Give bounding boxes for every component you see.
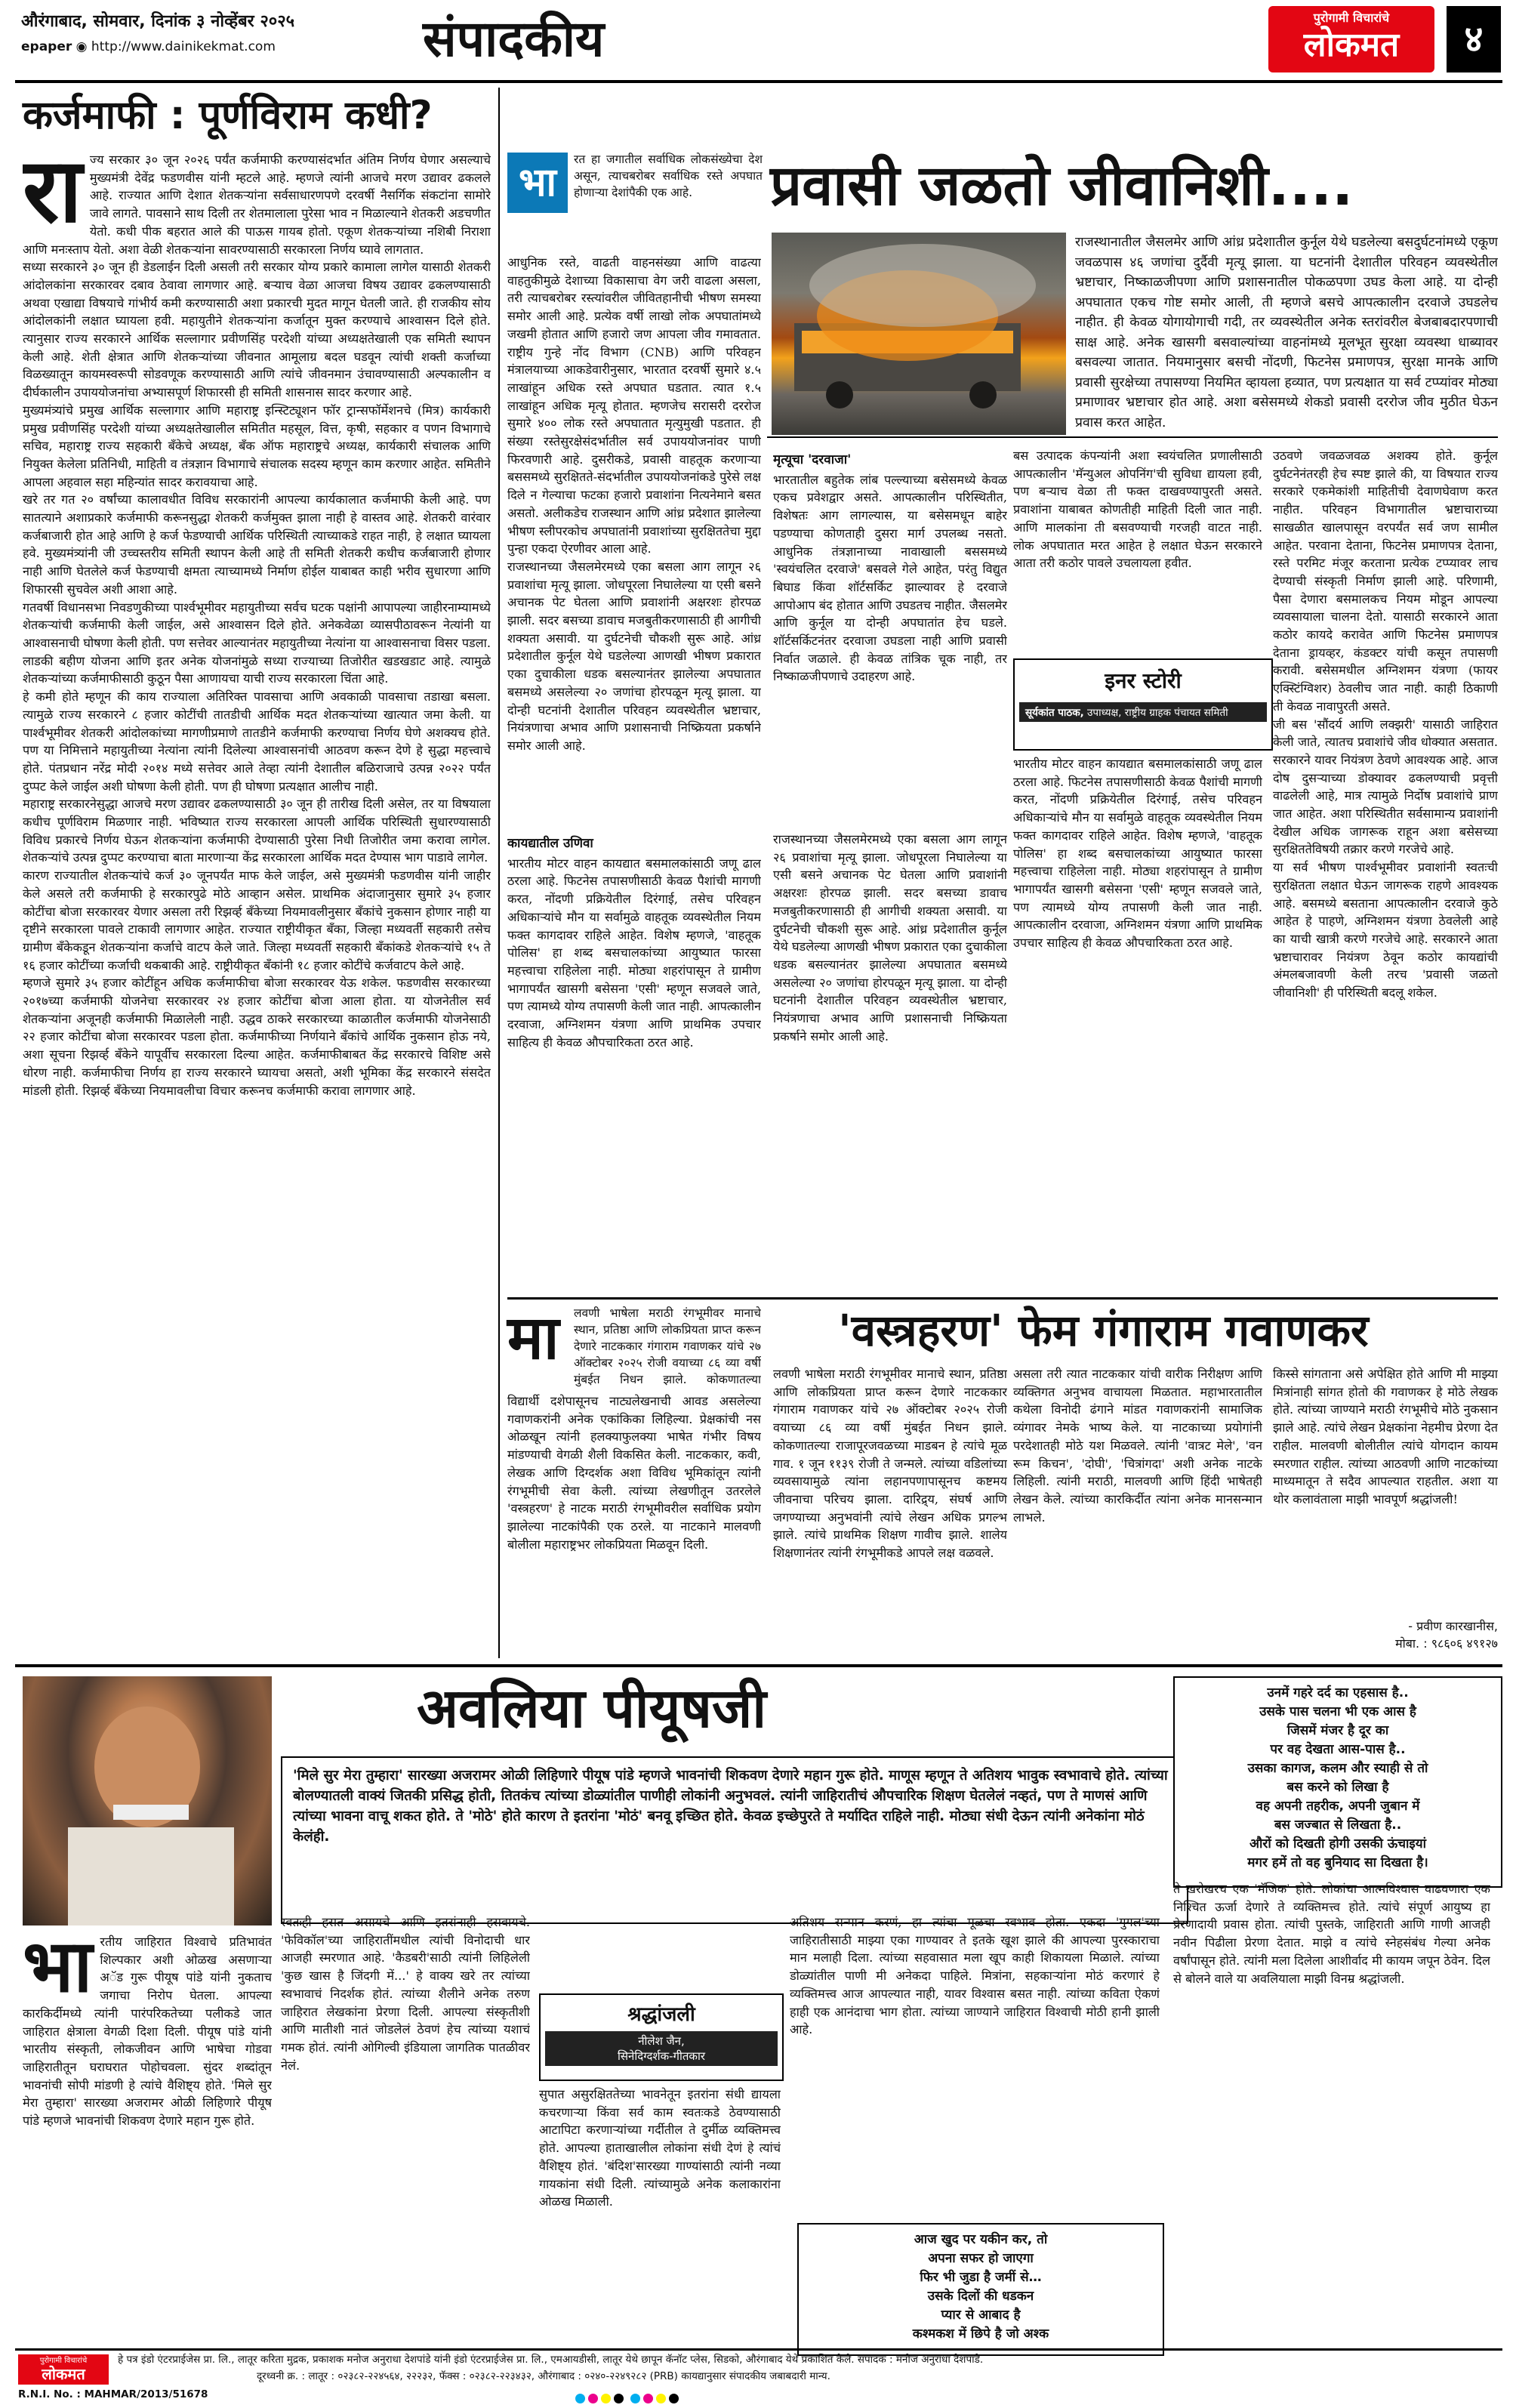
- editorial-lead: ज्य सरकार ३० जून २०२६ पर्यंत कर्जमाफी करण्यासंदर्भात अंतिम निर्णय घेणार असल्याचे मुख्यमंत्री देवेंद्र फडणवीस यांनी म्हटले आहे. म्हणजे त्यांनी आजचे मरण उद्यावर ढकलले आहे. राज्यात आणि देशात शेतकऱ्यांना सर्वसाधारणपणे दरवर्षी नैसर्गिक संकटांना सामोरे जावे लागते. पावसाने साथ दिली तर शेतमालाला पुरेसा भाव न मिळाल्याने शेतकरी अडचणीत येतो. कधी पीक बहरात आले की पाऊस गायब होतो. एकूण शेतकऱ्यांच्या नशिबी निराशा आणि मनःस्ताप येतो. अशा वेळी शेतकऱ्यांना सावरण्यासाठी सरकारला निर्णय घ्यावे लागतात.: [23, 153, 491, 257]
- tribute-col-3: [539, 2086, 781, 2341]
- bus-caption-text: राजस्थानातील जैसलमेर आणि आंध्र प्रदेशातील कुर्नूल येथे घडलेल्या बसदुर्घटनांमध्ये एकूण जवळपास ४६ जणांचा दुर्दैवी मृत्यू झाला. या घटनांनी देशातील परिवहन व्यवस्थेतील भ्रष्टाचार, निष्काळजीपणा आणि प्रशासनातील पोकळपणा उघड केला आहे. या दोन्ही अपघातात एकच गोष्ट समोर आली, ती म्हणजे बसचे आपत्कालीन दरवाजे उघडलेच नाहीत. ही केवळ योगायोगाची गदी, तर व्यवस्थेतील अनेक स्तरांवरील बेजबाबदारपणाची साक्ष आहे. अनेक खासगी बसवाल्यांच्या वाहनांमध्ये मूलभूत सुरक्षा व्यवस्था धाब्यावर बसवल्या जातात. नियमानुसार बसची नोंदणी, फिटनेस प्रमाणपत्र, सुरक्षा मानके आणि प्रवासी सुरक्षेच्या तपासण्या नियमित व्हायला हव्यात, पण प्रत्यक्षात या सर्व टप्प्यांवर मोठ्या प्रमाणावर भ्रष्टाचार होत आहे. अशा बसेसमध्ये शेकडो प्रवासी दररोज जीव मुठीत घेऊन प्रवास करत आहेत.: [1075, 235, 1498, 430]
- bus-col-1b: [507, 831, 761, 1291]
- theatre-col-4: [1273, 1365, 1498, 1614]
- bus-col-4: [1273, 447, 1498, 1278]
- bus-col-2b: [773, 831, 1007, 1291]
- lower-section-divider: [15, 1664, 1502, 1667]
- tribute-paragraph: स्वतःही हसत असायचे आणि इतरांनाही हसवायचे. 'फेविकॉल'च्या जाहिरातींमधील त्यांची विनोदाची धार आजही स्मरणात आहे. 'कैडबरी'साठी त्यांनी लिहिलेली 'कुछ खास है जिंदगी में...' हे वाक्य खरे तर त्यांच्या स्वभावाचं निदर्शक होतं. त्यांच्या शैलीने अनेक तरुण जाहिरात लेखकांना प्रेरणा दिली. आपल्या संस्कृतीशी आणि मातीशी नातं जोडलेलं ठेवणं हेच त्यांच्या यशाचं गमक होतं. त्यांनी ओगिल्वी इंडियाला जागतिक पातळीवर नेलं.: [281, 1915, 530, 2073]
- newspaper-logo: [1268, 6, 1434, 72]
- theatre-paragraph: असला तरी त्यात नाटककार यांची वारीक निरीक्षण आणि व्यक्तिगत अनुभव वाचायला मिळतात. महाभारतातील कथेला विनोदी ढंगाने मांडत गवाणकरांनी सामाजिक व्यंगावर नेमके भाष्य केले. या नाटकाच्या प्रयोगांनी परदेशातही मोठे यश मिळवले. त्यांनी 'वात्रट मेले', 'वन रूम किचन', 'दोघी', 'चित्रांगदा' अशी अनेक नाटके लिहिली. त्यांनी मराठी, मालवणी आणि हिंदी भाषेतही लेखन केले. त्यांच्या कारकिर्दीत त्यांना अनेक मानसन्मान लाभले.: [1013, 1367, 1262, 1525]
- section-title: संपादकीय: [423, 10, 605, 68]
- theatre-paragraph: लवणी भाषेला मराठी रंगभूमीवर मानाचे स्थान, प्रतिष्ठा आणि लोकप्रियता प्राप्त करून देणारे नाटककार गंगाराम गवाणकर यांचे २७ ऑक्टोबर २०२५ रोजी वयाच्या ८६ व्या वर्षी मुंबईत निधन झाले. कोकणातल्या राजापूरजवळच्या माडबन हे त्यांचे मूळ गाव. १ जून ११३९ रोजी ते जन्मले. त्यांच्या वडिलांच्या व्यवसायामुळे त्यांना लहानपणापासूनच कष्टमय जीवनाचा परिचय झाला. दारिद्र्य, संघर्ष आणि जगण्याच्या अनुभवांनी त्यांचे लेखन अधिक प्रगल्भ झाले. त्यांचे प्राथमिक शिक्षण गावीच झाले. शालेय शिक्षणानंतर त्यांनी रंगभूमीकडे आपले लक्ष वळवले.: [773, 1367, 1007, 1561]
- poem-box-1: [797, 2223, 1164, 2356]
- editorial-dropcap: रा: [23, 151, 82, 242]
- tribute-col-1: [23, 1933, 272, 2341]
- bus-caption-divider: [767, 436, 1498, 438]
- theatre-byline-block: [1273, 1617, 1498, 1652]
- shraddhanjali-box: [539, 1993, 784, 2081]
- theatre-phone: मोबा. : ९८६०६ ४९१२७: [1395, 1636, 1498, 1651]
- poem-line: जिसमें मंजर है दूर का: [1286, 1723, 1389, 1738]
- bus-col-1: [507, 254, 761, 828]
- bus-paragraph: उठवणे जवळजवळ अशक्य होते. कुर्नूल दुर्घटनेनंतरही हेच स्पष्ट झाले की, या विषयात राज्य सरकारे एकमेकांशी माहितीची देवाणघेवाण करत नाहीत. परिवहन विभागातील भ्रष्टाचाराच्या साखळीत खालपासून वरपर्यंत सर्व जण सामील आहेत. परवाना देताना, फिटनेस प्रमाणपत्र देताना, रस्ते परमिट मंजूर करताना प्रत्येक टप्प्यावर लाच देण्याची संस्कृती निर्माण झाली आहे. परिणामी, पैसा देणारा बसमालकच नियम मोडून आपल्या व्यवसायाला चालना देतो. यासाठी सरकारने आता कठोर कायदे करावेत आणि फिटनेस प्रमाणपत्र देताना ड्रायव्हर, कंडक्टर यांची कसून तपासणी करावी. बसेसमधील अग्निशमन यंत्रणा (फायर एक्स्टिंग्विशर) ठेवलीच जात नाही. काही ठिकाणी ती केवळ नावापुरती असते.: [1273, 449, 1498, 714]
- footer-logo: [18, 2354, 109, 2385]
- dateline: औरंगाबाद, सोमवार, दिनांक ३ नोव्हेंबर २०२५: [21, 12, 295, 31]
- registration-marks: [574, 2392, 680, 2406]
- bus-paragraph: भारतीय मोटर वाहन कायद्यात बसमालकांसाठी जणू ढाल ठरला आहे. फिटनेस तपासणीसाठी केवळ पैशांची मागणी करत, नोंदणी प्रक्रियेतील दिरंगाई, तसेच परिवहन अधिकाऱ्यांचे मौन या सर्वामुळे वाहतूक व्यवस्थेतील नियम फक्त कागदावर राहिले आहेत. विशेष म्हणजे, 'वाहतूक पोलिस' हा शब्द बसचालकांच्या आयुष्यात फारसा महत्त्वाचा राहिलेला नाही. मोठ्या शहरांपासून ते ग्रामीण भागापर्यंत खासगी बसेसना 'एसी' म्हणून सजवले जाते, पण त्यामध्ये योग्य तपासणी केली जात नाही. आपत्कालीन दरवाजा, अग्निशमन यंत्रणा आणि प्राथमिक उपचार साहित्य ही केवळ औपचारिकता ठरत आहे.: [507, 856, 761, 1050]
- bus-subhead-1: मृत्यूचा 'दरवाजा': [773, 452, 852, 467]
- bus-dropcap: भा: [507, 153, 568, 213]
- globe-icon: ◉: [75, 39, 88, 54]
- bus-paragraph: बस उत्पादक कंपन्यांनी अशा स्वयंचलित प्रणालीसाठी आपत्कालीन 'मॅन्युअल ओपनिंग'ची सुविधा द्यायला हवी, पण बऱ्याच वेळा ती फक्त दाखवण्यापुरती असते. प्रवाशांना याबाबत कोणतीही माहिती दिली जात नाही. आणि मालकांना ती बसवण्याची गरजही वाटत नाही. लोक अपघातात मरत आहेत हे लक्षात घेऊन सरकारने आता तरी कठोर पावले उचलायला हवीत.: [1013, 449, 1262, 571]
- footer-logo-name: लोकमत: [42, 2365, 85, 2383]
- poem-line: अपना सफर हो जाएगा: [928, 2251, 1034, 2266]
- footer-divider: [15, 2348, 1502, 2351]
- bus-col-3b: [1013, 755, 1262, 1178]
- bus-fire-photo: [772, 233, 1066, 435]
- logo-tagline: पुरोगामी विचारांचे: [1313, 11, 1390, 25]
- footer-imprint: हे पत्र इंडो एंटरप्राईजेस प्रा. लि., लातूर करिता मुद्रक, प्रकाशक मनोज अनुराधा देशपांडे यांनी इंडो एंटरप्राईजेस प्रा. लि., एमआयडीसी, लातूर येथे छापून कॅनॉट प्लेस, सिडको, औरंगाबाद येथे प्रकाशित केले. संपादक : मनोज अनुराधा देशपांडे.: [118, 2354, 984, 2366]
- footer-rni: R.N.I. No. : MAHMAR/2013/51678: [18, 2388, 208, 2400]
- tribute-paragraph: अतिशय सन्मान करणं, हा त्यांचा मूळचा स्वभाव होता. एकदा 'गुगल'च्या जाहिरातीसाठी माझ्या एका गाण्यावर ते इतके खूश झाले की आपल्या पुरस्काराचा मान मलाही दिला. त्यांच्या सहवासात मला खूप काही शिकायला मिळाले. त्यांच्या डोळ्यांतील पाणी मी अनेकदा पाहिले. मित्रांना, सहकाऱ्यांना मोठं करणारं हे व्यक्तिमत्त्व आज आपल्यात नाही, यावर विश्वास बसत नाही. त्यांच्या कविता ऐकणं हाही एक आनंदाचा भाग होता. त्यांच्या जाण्याने जाहिरात विश्वाची मोठी हानी झाली आहे.: [790, 1915, 1160, 2037]
- theatre-intro-text: लवणी भाषेला मराठी रंगभूमीवर मानाचे स्थान, प्रतिष्ठा आणि लोकप्रियता प्राप्त करून देणारे नाटककार गंगाराम गवाणकर यांचे २७ ऑक्टोबर २०२५ रोजी वयाच्या ८६ व्या वर्षी मुंबईत निधन झाले. कोकणातल्या: [574, 1306, 761, 1386]
- bus-caption: [1075, 233, 1498, 436]
- poem-line: फिर भी जुडा है जमीं से…: [920, 2270, 1042, 2285]
- editorial-paragraph: म्हणजे सुमारे ३५ हजार कोटींहून अधिक कर्जमाफीचा बोजा सरकारवर येऊ शकेल. फडणवीस सरकारच्या २०१७च्या कर्जमाफी योजनेचा सरकारवर २४ हजार कोटींचा बोजा आला होता. या योजनेतील सर्व शेतकऱ्यांना अजूनही कर्जमाफी मिळालेली नाही. उद्धव ठाकरे सरकारच्या काळातील कर्जमाफी योजनेसाठी २२ हजार कोटींचा बोजा सरकारवर पडला होता. कर्जमाफीच्या निर्णयाने बँकांचे आर्थिक नुकसान होऊ नये, अशा सूचना रिझर्व्ह बँकेने यापूर्वीच सरकारला दिल्या आहेत. कर्जमाफीबाबत केंद्र सरकारचे विशिष्ट असे धोरण नाही. कर्जमाफीचा निर्णय हा राज्य सरकारने घ्यायचा असतो, अशी भूमिका केंद्र सरकारने संसदेत मांडली होती. रिझर्व्ह बँकेच्या नियमावलीचा विचार करूनच कर्जमाफी करावा लागणार आहे.: [23, 976, 491, 1098]
- shraddhanjali-label: श्रद्धांजली: [627, 2003, 695, 2026]
- inner-story-box: [1013, 658, 1273, 751]
- theatre-dropcap: मा: [507, 1303, 559, 1373]
- bus-paragraph: जी बस 'सौंदर्य आणि लक्झरी' यासाठी जाहिरात केली जाते, त्यातच प्रवाशांचे जीव धोक्यात असतात. सरकारने यावर नियंत्रण ठेवणे आवश्यक आहे. आज दोष दुसऱ्याच्या डोक्यावर ढकलण्याची प्रवृत्ती वाढलेली आहे, मात्र त्यामुळे निर्दोष प्रवाशांचे प्राण जात आहेत. अशा परिस्थितीत सर्वसामान्य प्रवाशांनी देखील अधिक जागरूक राहून अशा बसेसच्या सुरक्षिततेविषयी तक्रार करणे गरजेचे आहे.: [1273, 717, 1498, 857]
- editorial-headline: कर्जमाफी : पूर्णविराम कधी?: [23, 93, 433, 138]
- bus-paragraph: भारतीय मोटर वाहन कायद्यात बसमालकांसाठी जणू ढाल ठरला आहे. फिटनेस तपासणीसाठी केवळ पैशांची मागणी करत, नोंदणी प्रक्रियेतील दिरंगाई, तसेच परिवहन अधिकाऱ्यांचे मौन या सर्वामुळे वाहतूक व्यवस्थेतील नियम फक्त कागदावर राहिले आहेत. विशेष म्हणजे, 'वाहतूक पोलिस' हा शब्द बसचालकांच्या आयुष्यात फारसा महत्त्वाचा राहिलेला नाही. मोठ्या शहरांपासून ते ग्रामीण भागापर्यंत खासगी बसेसना 'एसी' म्हणून सजवले जाते, पण त्यामध्ये योग्य तपासणी केली जात नाही. आपत्कालीन दरवाजा, अग्निशमन यंत्रणा आणि प्राथमिक उपचार साहित्य ही केवळ औपचारिकता ठरत आहे.: [1013, 757, 1262, 951]
- poem-line: वह अपनी तहरीक, अपनी जुबान में: [1256, 1799, 1420, 1814]
- theatre-col-3: [1013, 1365, 1262, 1657]
- editorial-paragraph: हे कमी होते म्हणून की काय राज्याला अतिरिक्त पावसाचा आणि अवकाळी पावसाचा तडाखा बसला. त्यामुळे राज्य सरकारने ८ हजार कोटींची तातडीची आर्थिक मदत शेतकऱ्यांच्या खात्यात जमा केली. या पार्श्वभूमीवर शेतकरी आंदोलकांच्या मागणीप्रमाणे तातडीने कर्जमाफी करण्याचा निर्णय घेणे अशक्यच होते. पण या निमित्ताने महायुतीच्या नेत्यांना त्यांनी दिलेल्या आश्वासनांची आठवण करून देणे हे सुद्धा महत्त्वाचे होते. पंतप्रधान नरेंद्र मोदी २०१४ मध्ये सत्तेवर आले तेव्हा त्यांनी देशातील बळिराजाचे उत्पन्न २०२२ पर्यंत दुप्पट केले जाईल अशी घोषणा केली होती. पण ही घोषणा प्रत्यक्षात आलीच नाही.: [23, 689, 491, 794]
- section-divider: [507, 1297, 1498, 1300]
- bus-col-3: [1013, 447, 1262, 651]
- theatre-intro: [574, 1305, 761, 1388]
- epaper-label: epaper: [21, 39, 72, 54]
- tribute-quote: [281, 1756, 1188, 1924]
- footer-logo-tagline: पुरोगामी विचारांचे: [39, 2357, 88, 2365]
- logo-name: लोकमत: [1303, 26, 1400, 64]
- theatre-paragraph: विद्यार्थी दशेपासूनच नाट्यलेखनाची आवड असलेल्या गवाणकरांनी अनेक एकांकिका लिहिल्या. प्रेक्षकांची नस ओळखून त्यांनी हलक्याफुलक्या भाषेत गंभीर विषय मांडण्याची वेगळी शैली विकसित केली. नाटककार, कवी, लेखक आणि दिग्दर्शक अशा विविध भूमिकांतून त्यांनी रंगभूमीची सेवा केली. त्यांच्या लेखणीतून उतरलेले 'वस्त्रहरण' हे नाटक मराठी रंगभूमीवरील सर्वाधिक प्रयोग झालेल्या नाटकांपैकी एक ठरले. या नाटकाने मालवणी बोलीला महाराष्ट्रभर लोकप्रियता मिळवून दिली.: [507, 1394, 761, 1552]
- poem-line: मगर हमें तो वह बुनियाद सा दिखता है।: [1247, 1855, 1428, 1870]
- tribute-paragraph: रतीय जाहिरात विश्वाचे प्रतिभावंत शिल्पकार अशी ओळख असणाऱ्या अॅड गुरू पीयूष पांडे यांनी नुकताच जगाचा निरोप घेतला. आपल्या कारकिर्दीमध्ये त्यांनी पारंपरिकतेच्या पलीकडे जात जाहिरात क्षेत्राला वेगळी दिशा दिली. पीयूष पांडे यांनी भारतीय संस्कृती, लोकजीवन आणि भाषेचा गोडवा जाहिरातीतून घराघरात पोहोचवला. सुंदर शब्दांतून भावनांची सोपी मांडणी हे त्यांचे वैशिष्ट्य होते. 'मिले सुर मेरा तुम्हारा' सारख्या अजरामर ओळी लिहिणारे पीयूष पांडे म्हणजे भावनांची शिकवण देणारे महान गुरू होते.: [23, 1935, 272, 2129]
- editorial-paragraph: गतवर्षी विधानसभा निवडणुकीच्या पार्श्वभूमीवर महायुतीच्या सर्वच घटक पक्षांनी आपापल्या जाहीरनाम्यामध्ये शेतकऱ्यांची कर्जमाफी केली जाईल, असे आश्वासन दिले होते. अनेकवेळा व्यासपीठावरून नेत्यांनी या आश्वासनाची घोषणा केली होती. पण सत्तेवर आल्यानंतर महायुतीच्या नेत्यांना या आश्वासनाचा विसर पडला. लाडकी बहीण योजना आणि इतर अनेक योजनांमुळे सध्या राज्याच्या तिजोरीत खडखडाट आहे. त्यामुळे शेतकऱ्यांच्या कर्जमाफीसाठी कुठून पैसा आणायचा याची राज्य सरकारला चिंता आहे.: [23, 600, 491, 686]
- tribute-quote-text: 'मिले सुर मेरा तुम्हारा' सारख्या अजरामर ओळी लिहिणारे पीयूष पांडे म्हणजे भावनांची शिकवण देणारे महान गुरू होते. माणूस म्हणून ते अतिशय भावुक स्वभावाचे होते. त्यांच्या बोलण्यातली वाक्यं जितकी प्रसिद्ध होती, तितकंच त्यांच्या डोळ्यांतील पाणीही लोकांनी अनुभवलं. त्यांनी जाहिरातीचं औपचारिक शिक्षण घेतलेलं नव्हतं, पण ते माणसं आणि त्यांच्या भावना वाचू शकत होते. ते 'मोठे' होते कारण ते इतरांना 'मोठं' बनवू इच्छित होते. केवळ इच्छेपुरते ते मर्यादित राहिले नाही. मोठ्या संधी देऊन त्यांनी अनेकांना मोठं केलंही.: [293, 1768, 1168, 1845]
- author-name: सूर्यकांत पाठक,: [1025, 707, 1084, 719]
- tribute-col-2: [281, 1913, 530, 2341]
- author-name: नीलेश जैन,: [638, 2034, 685, 2048]
- masthead-divider: [15, 80, 1502, 83]
- editorial-paragraph: कारण राज्यातील शेतकऱ्यांचे कर्ज ३० जूनपर्यंत माफ केले जाईल, असे मुख्यमंत्री फडणवीस यांनी जाहीर केले असले तरी कर्जमाफी हे सरकारपुढे मोठे आव्हान असेल. प्राथमिक अंदाजानुसार सुमारे ३५ हजार कोटींचा बोजा सरकारवर येणार असला तरी रिझर्व्ह बँकेच्या नियमावलीनुसार बँकांचे नुकसान होणार नाही या दृष्टीने सरकारला पावले टाकावी लागणार आहेत. राज्यात राष्ट्रीयीकृत बँका, जिल्हा मध्यवर्ती सहकारी तसेच ग्रामीण बँकेकडून शेतकऱ्यांना कर्जाचे वाटप केले जाते. जिल्हा मध्यवर्ती सहकारी बँकांकडे शेतकऱ्यांचे १५ ते १६ हजार कोटींच्या कर्जाची थकबाकी आहे. राष्ट्रीयीकृत बँकांनी १८ हजार कोटींचे कर्जवाटप केले आहे.: [23, 868, 491, 973]
- bus-dropcap-box: [507, 151, 569, 213]
- poem-line: उसके दिलों की धडकन: [927, 2289, 1034, 2304]
- tribute-paragraph: ते खरोखरच एक 'मॅजिक' होते. लोकांचा आत्मविश्वास वाढवणारा एक निश्चित ऊर्जा देणारे ते व्यक्तिमत्त्व होते. त्यांचे संपूर्ण आयुष्य हा प्रेरणादायी प्रवास होता. त्यांची पुस्तके, जाहिराती आणि गाणी आजही नवीन पिढीला प्रेरणा देतात. माझे व त्यांचे स्नेहसंबंध गेल्या अनेक वर्षांपासून होते. त्यांनी मला दिलेला आशीर्वाद मी कायम जपून ठेवेन. दिल से बोलने वाले या अवलियाला माझी विनम्र श्रद्धांजली.: [1173, 1882, 1490, 1986]
- tribute-col-4: [790, 1913, 1160, 2140]
- tribute-dropcap: भा: [23, 1933, 93, 2009]
- poem-box-2: [1173, 1676, 1502, 1888]
- editorial-paragraph: मुख्यमंत्र्यांचे प्रमुख आर्थिक सल्लागार आणि महाराष्ट्र इन्स्टिट्यूशन फॉर ट्रान्सफॉर्मेशनचे (मित्र) कार्यकारी प्रमुख प्रवीणसिंह परदेशी यांच्या अध्यक्षतेखालील समितीत महसूल, वित्त, कृषी, सहकार व पणन विभागाचे सचिव, महाराष्ट्र राज्य सहकारी बँकेचे अध्यक्ष, बँक ऑफ महाराष्ट्रचे अध्यक्ष, कार्यकारी संचालक आणि नियुक्त केलेला प्रतिनिधी, माहिती व तंत्रज्ञान विभागाचे संचालक सदस्य म्हणून काम करणार आहेत. समितीने आपला अहवाल सहा महिन्यांत सादर करावयाचा आहे.: [23, 402, 491, 489]
- bus-paragraph: राजस्थानच्या जैसलमेरमध्ये एका बसला आग लागून २६ प्रवाशांचा मृत्यू झाला. जोधपूरला निघालेल्या या एसी बसने अचानक पेट घेतला आणि प्रवाशांनी अक्षरशः होरपळ झाली. सदर बसच्या डावाच मजबुतीकरणासाठी ही आगीची शक्यता असावी. या दुर्घटनेची चौकशी सुरू आहे. आंध्र प्रदेशातील कुर्नूल येथे घडलेल्या आणखी भीषण प्रकारात एका दुचाकीला धडक बसल्यानंतर झालेल्या अपघातात बसमध्ये असलेल्या २० जणांचा होरपळून मृत्यू झाला. या दोन्ही घटनांनी देशातील परिवहन व्यवस्थेतील भ्रष्टाचार, नियंत्रणाचा अभाव आणि प्रशासनाची निष्क्रियता प्रकर्षाने समोर आली आहे.: [773, 832, 1007, 1044]
- bus-paragraph: या सर्व भीषण पार्श्वभूमीवर प्रवाशांनी स्वतःची सुरक्षितता लक्षात घेऊन जागरूक राहणे आवश्यक आहे. बसमध्ये बसताना आपत्कालीन दरवाजे कुठे आहेत हे पाहणे, अग्निशमन यंत्रणा ठेवलेली आहे का याची खात्री करणे गरजेचे आहे. सरकारने आता भ्रष्टाचारावर नियंत्रण ठेवून कठोर कायद्यांची अंमलबजावणी केली तरच 'प्रवासी जळतो जीवानिशी' ही परिस्थिती बदलू शकेल.: [1273, 860, 1498, 1001]
- page-number: ४: [1447, 6, 1501, 72]
- portrait-illustration: [23, 1676, 272, 1925]
- poem-line: कश्मकश में छिपे है जो अश्क: [912, 2326, 1049, 2342]
- editorial-body: [23, 151, 491, 1654]
- theatre-col-2: [773, 1365, 1007, 1657]
- theatre-paragraph: किस्से सांगताना असे अपेक्षित होते आणि मी माझ्या मित्रांनाही सांगत होतो की गवाणकर हे मोठे लेखक होते. त्यांच्या जाण्याने मराठी रंगभूमीचे मोठे नुकसान झाले आहे. त्यांचे लेखन प्रेक्षकांना नेहमीच प्रेरणा देत राहील. मालवणी बोलीतील त्यांचे योगदान कायम स्मरणात राहील. त्यांच्या आठवणी आणि नाटकांच्या माध्यमातून ते सदैव आपल्यात राहतील. अशा या थोर कलावंताला माझी भावपूर्ण श्रद्धांजली!: [1273, 1367, 1498, 1506]
- piyush-photo: [23, 1676, 272, 1925]
- epaper-url[interactable]: http://www.dainikekmat.com: [91, 39, 276, 54]
- footer-contacts: दूरध्वनी क्र. : लातूर : ०२३८२-२२४५६४, २२२३२, फॅक्स : ०२३८२-२२३४३२, औरंगाबाद : ०२४०-२२४९२८२ (PRB) कायद्यानुसार संपादकीय जबाबदारी मान्य.: [257, 2370, 830, 2382]
- author-role: सिनेदिग्दर्शक-गीतकार: [618, 2049, 705, 2063]
- shraddhanjali-author: [545, 2031, 778, 2066]
- poem-line: पर वह देखता आस-पास है..: [1270, 1742, 1406, 1757]
- poem-line: बस जज्बात से लिखता है..: [1274, 1818, 1402, 1833]
- poem-line: उसका कागज, कलम और स्याही से तो: [1247, 1761, 1428, 1776]
- theatre-col-1: [507, 1392, 761, 1657]
- bus-subhead-2: कायद्यातील उणिवा: [507, 836, 593, 851]
- poem-line: उसके पास चलना भी एक आस है: [1259, 1704, 1416, 1719]
- bus-headline: प्रवासी जळतो जीवानिशी....: [770, 153, 1354, 218]
- bus-paragraph: राजस्थानच्या जैसलमेरमध्ये एका बसला आग लागून २६ प्रवाशांचा मृत्यू झाला. जोधपूरला निघालेल्या या एसी बसने अचानक पेट घेतला आणि प्रवाशांनी अक्षरशः होरपळ झाली. सदर बसच्या डावाच मजबुतीकरणासाठी ही आगीची शक्यता असावी. या दुर्घटनेची चौकशी सुरू आहे. आंध्र प्रदेशातील कुर्नूल येथे घडलेल्या आणखी भीषण प्रकारात एका दुचाकीला धडक बसल्यानंतर झालेल्या अपघातात बसमध्ये असलेल्या २० जणांचा होरपळून मृत्यू झाला. या दोन्ही घटनांनी देशातील परिवहन व्यवस्थेतील भ्रष्टाचार, नियंत्रणाचा अभाव आणि प्रशासनाची निष्क्रियता प्रकर्षाने समोर आली आहे.: [507, 559, 761, 753]
- bus-intro: रत हा जगातील सर्वाधिक लोकसंख्येचा देश असून, त्याचबरोबर सर्वाधिक रस्ते अपघात होणाऱ्या देशांपैकी एक आहे.: [574, 153, 763, 199]
- poem-line: आज खुद पर यकीन कर, तो: [914, 2232, 1048, 2247]
- inner-story-author: [1019, 702, 1267, 722]
- poem-line: औरों को दिखती होगी उसकी ऊंचाइयां: [1249, 1836, 1427, 1851]
- epaper-line[interactable]: [21, 39, 414, 54]
- bus-paragraph: आधुनिक रस्ते, वाढती वाहनसंख्या आणि वाढत्या वाहतुकीमुळे देशाच्या विकासाचा वेग जरी वाढला असला, तरी त्याचबरोबर रस्त्यांवरील जीवितहानीची भीषण समस्या समोर आली आहे. प्रत्येक वर्षी लाखो लोक अपघातांमध्ये जखमी होतात आणि हजारो जण आपला जीव गमावतात. राष्ट्रीय गुन्हे नोंद विभाग (CNB) आणि परिवहन मंत्रालयाच्या आकडेवारीनुसार, भारतात दरवर्षी सुमारे ४.५ लाखांहून अधिक रस्ते अपघात घडतात. त्यात १.५ लाखांहून अधिक मृत्यू होतात. म्हणजेच सरासरी दररोज सुमारे ४०० लोक रस्ते अपघातात मृत्युमुखी पडतात. ही संख्या रस्तेसुरक्षेसंदर्भातील सर्व उपाययोजनांवर पाणी फिरवणारी आहे. दुसरीकडे, प्रवासी वाहतूक करणाऱ्या बससमध्ये सुरक्षितते-संदर्भातील उपाययोजनांकडे पुरेसे लक्ष दिले न गेल्याचा फटका हजारो प्रवाशांना नित्यनेमाने बसत असतो. अलीकडेच राजस्थान आणि आंध्र प्रदेशात झालेल्या भीषण स्लीपरकोच अपघातांनी प्रवाशांच्या सुरक्षिततेचा मुद्दा पुन्हा एकदा ऐरणीवर आला आहे.: [507, 255, 761, 557]
- poem-line: बस करने को लिखा है: [1286, 1780, 1389, 1795]
- tribute-headline: अवलिया पीयूषजी: [417, 1676, 766, 1740]
- bus-fire-illustration: [772, 233, 1066, 435]
- tribute-col-5: [1173, 1880, 1490, 2341]
- inner-story-label: इनर स्टोरी: [1105, 668, 1182, 693]
- poem-line: प्यार से आबाद है: [941, 2308, 1021, 2323]
- theatre-headline: 'वस्त्रहरण' फेम गंगाराम गवाणकर: [838, 1305, 1369, 1356]
- column-divider: [498, 88, 500, 1658]
- bus-paragraph: भारतातील बहुतेक लांब पल्ल्याच्या बसेसमध्ये केवळ एकच प्रवेशद्वार असते. आपत्कालीन परिस्थितीत, विशेषतः आग लागल्यास, या बसेसमधून बाहेर पडण्याचा कोणताही दुसरा मार्ग उपलब्ध नसतो. आधुनिक तंत्रज्ञानाच्या नावाखाली बससमध्ये 'स्वयंचलित दरवाजे' बसवले गेले आहेत, परंतु विद्युत बिघाड किंवा शॉर्टसर्किट झाल्यावर हे दरवाजे आपोआप बंद होतात आणि उघडतच नाहीत. जैसलमेर आणि कुर्नूल या दोन्ही अपघातांत हेच घडले. शॉर्टसर्किटनंतर दरवाजा उघडला नाही आणि प्रवासी निर्वात जळाले. ही केवळ तांत्रिक चूक नाही, तर निष्काळजीपणाचे उदाहरण आहे.: [773, 472, 1007, 684]
- theatre-byline: - प्रवीण कारखानीस,: [1408, 1619, 1498, 1633]
- editorial-paragraph: खरे तर गत २० वर्षांच्या कालावधीत विविध सरकारांनी आपल्या कार्यकालात कर्जमाफी केली आहे. पण सातत्याने अशाप्रकारे कर्जमाफी करूनसुद्धा शेतकरी कर्जमुक्त झाला नाही हे वास्तव आहे. शेतकरी वारंवार कर्जबाजारी होत आहे आणि हे कर्ज फेडण्याची आर्थिक परिस्थिती त्याच्याकडे राहत नाही, हे लक्षात घ्यायला हवे. मुख्यमंत्र्यांनी जी उच्चस्तरीय समिती स्थापन केली आहे ती समिती शेतकरी कधीच कर्जबाजारी होणार नाही आणि घेतलेले कर्ज फेडण्याची क्षमता त्याच्यामध्ये निर्माण होईल याबाबत काही भरीव सुधारणा आणि शिफारसी सुचवेल अशी आशा आहे.: [23, 492, 491, 597]
- editorial-paragraph: सध्या सरकारने ३० जून ही डेडलाईन दिली असली तरी सरकार योग्य प्रकारे कामाला लागेल यासाठी शेतकरी आंदोलकांना सरकारवर दबाव ठेवावा लागणार आहे. बऱ्याच वेळा आजचा विषय उद्यावर ढकलण्यासाठी अथवा एखाद्या विषयाचे गांभीर्य कमी करण्यासाठी अशा प्रकारची मुदत मागून घेतली जाते. ही राजकीय सोय आंदोलकांनी लक्षात घ्यायला हवी. महायुतीने शेतकऱ्यांना कर्जातून मुक्त करण्याचे आश्वासन दिले होते. त्यानुसार राज्य सरकारने आर्थिक सल्लागार प्रवीणसिंह परदेशी यांच्या अध्यक्षतेखाली एक समिती स्थापन केली आहे. शेती क्षेत्रात आणि शेतकऱ्यांच्या जीवनात आमूलाग्र बदल घडवून त्यांची शक्ती कर्जाच्या विळख्यातून कायमस्वरूपी सोडवणूक करण्यासाठी आणि त्यांचे जीवनमान उंचावण्यासाठी अल्पकालीन व दीर्घकालीन उपाययोजनांचा अभ्यासपूर्ण शिफारसी ही समिती शासनास सादर करणार आहे.: [23, 260, 491, 400]
- tribute-paragraph: सुपात असुरक्षिततेच्या भावनेतून इतरांना संधी द्यायला कचरणाऱ्या किंवा सर्व काम स्वतःकडे ठेवण्यासाठी आटापिटा करणाऱ्यांच्या गर्दीतील ते दुर्मीळ व्यक्तिमत्त्व होते. आपल्या हाताखालील लोकांना संधी देणं हे त्यांचं वैशिष्ट्य होतं. 'बंदिश'सारख्या गाण्यांसाठी त्यांनी नव्या गायकांना संधी दिली. त्यांच्यामुळे अनेक कलाकारांना ओळख मिळाली.: [539, 2087, 781, 2209]
- author-role: उपाध्यक्ष, राष्ट्रीय ग्राहक पंचायत समिती: [1087, 707, 1228, 719]
- bus-col-2: [773, 447, 1007, 825]
- editorial-paragraph: महाराष्ट्र सरकारनेसुद्धा आजचे मरण उद्यावर ढकलण्यासाठी ३० जून ही तारीख दिली असेल, तर या विषयाला कधीच पूर्णविराम मिळणार नाही. भविष्यात राज्य सरकारला आपली आर्थिक परिस्थिती सुधारण्यासाठी विविध प्रकारचे निर्णय घेऊन शेतकऱ्यांना कर्जमाफी देण्यासाठी पुरेसा निधी तिजोरीत जमा करावा लागेल. शेतकऱ्यांचे उत्पन्न दुप्पट करण्याचा बाता मारणाऱ्या केंद्र सरकारला आर्थिक मदत देण्यास भाग पाडावे लागेल.: [23, 797, 491, 865]
- poem-line: उनमें गहरे दर्द का एहसास है..: [1267, 1685, 1409, 1700]
- dateline-block: [21, 9, 414, 54]
